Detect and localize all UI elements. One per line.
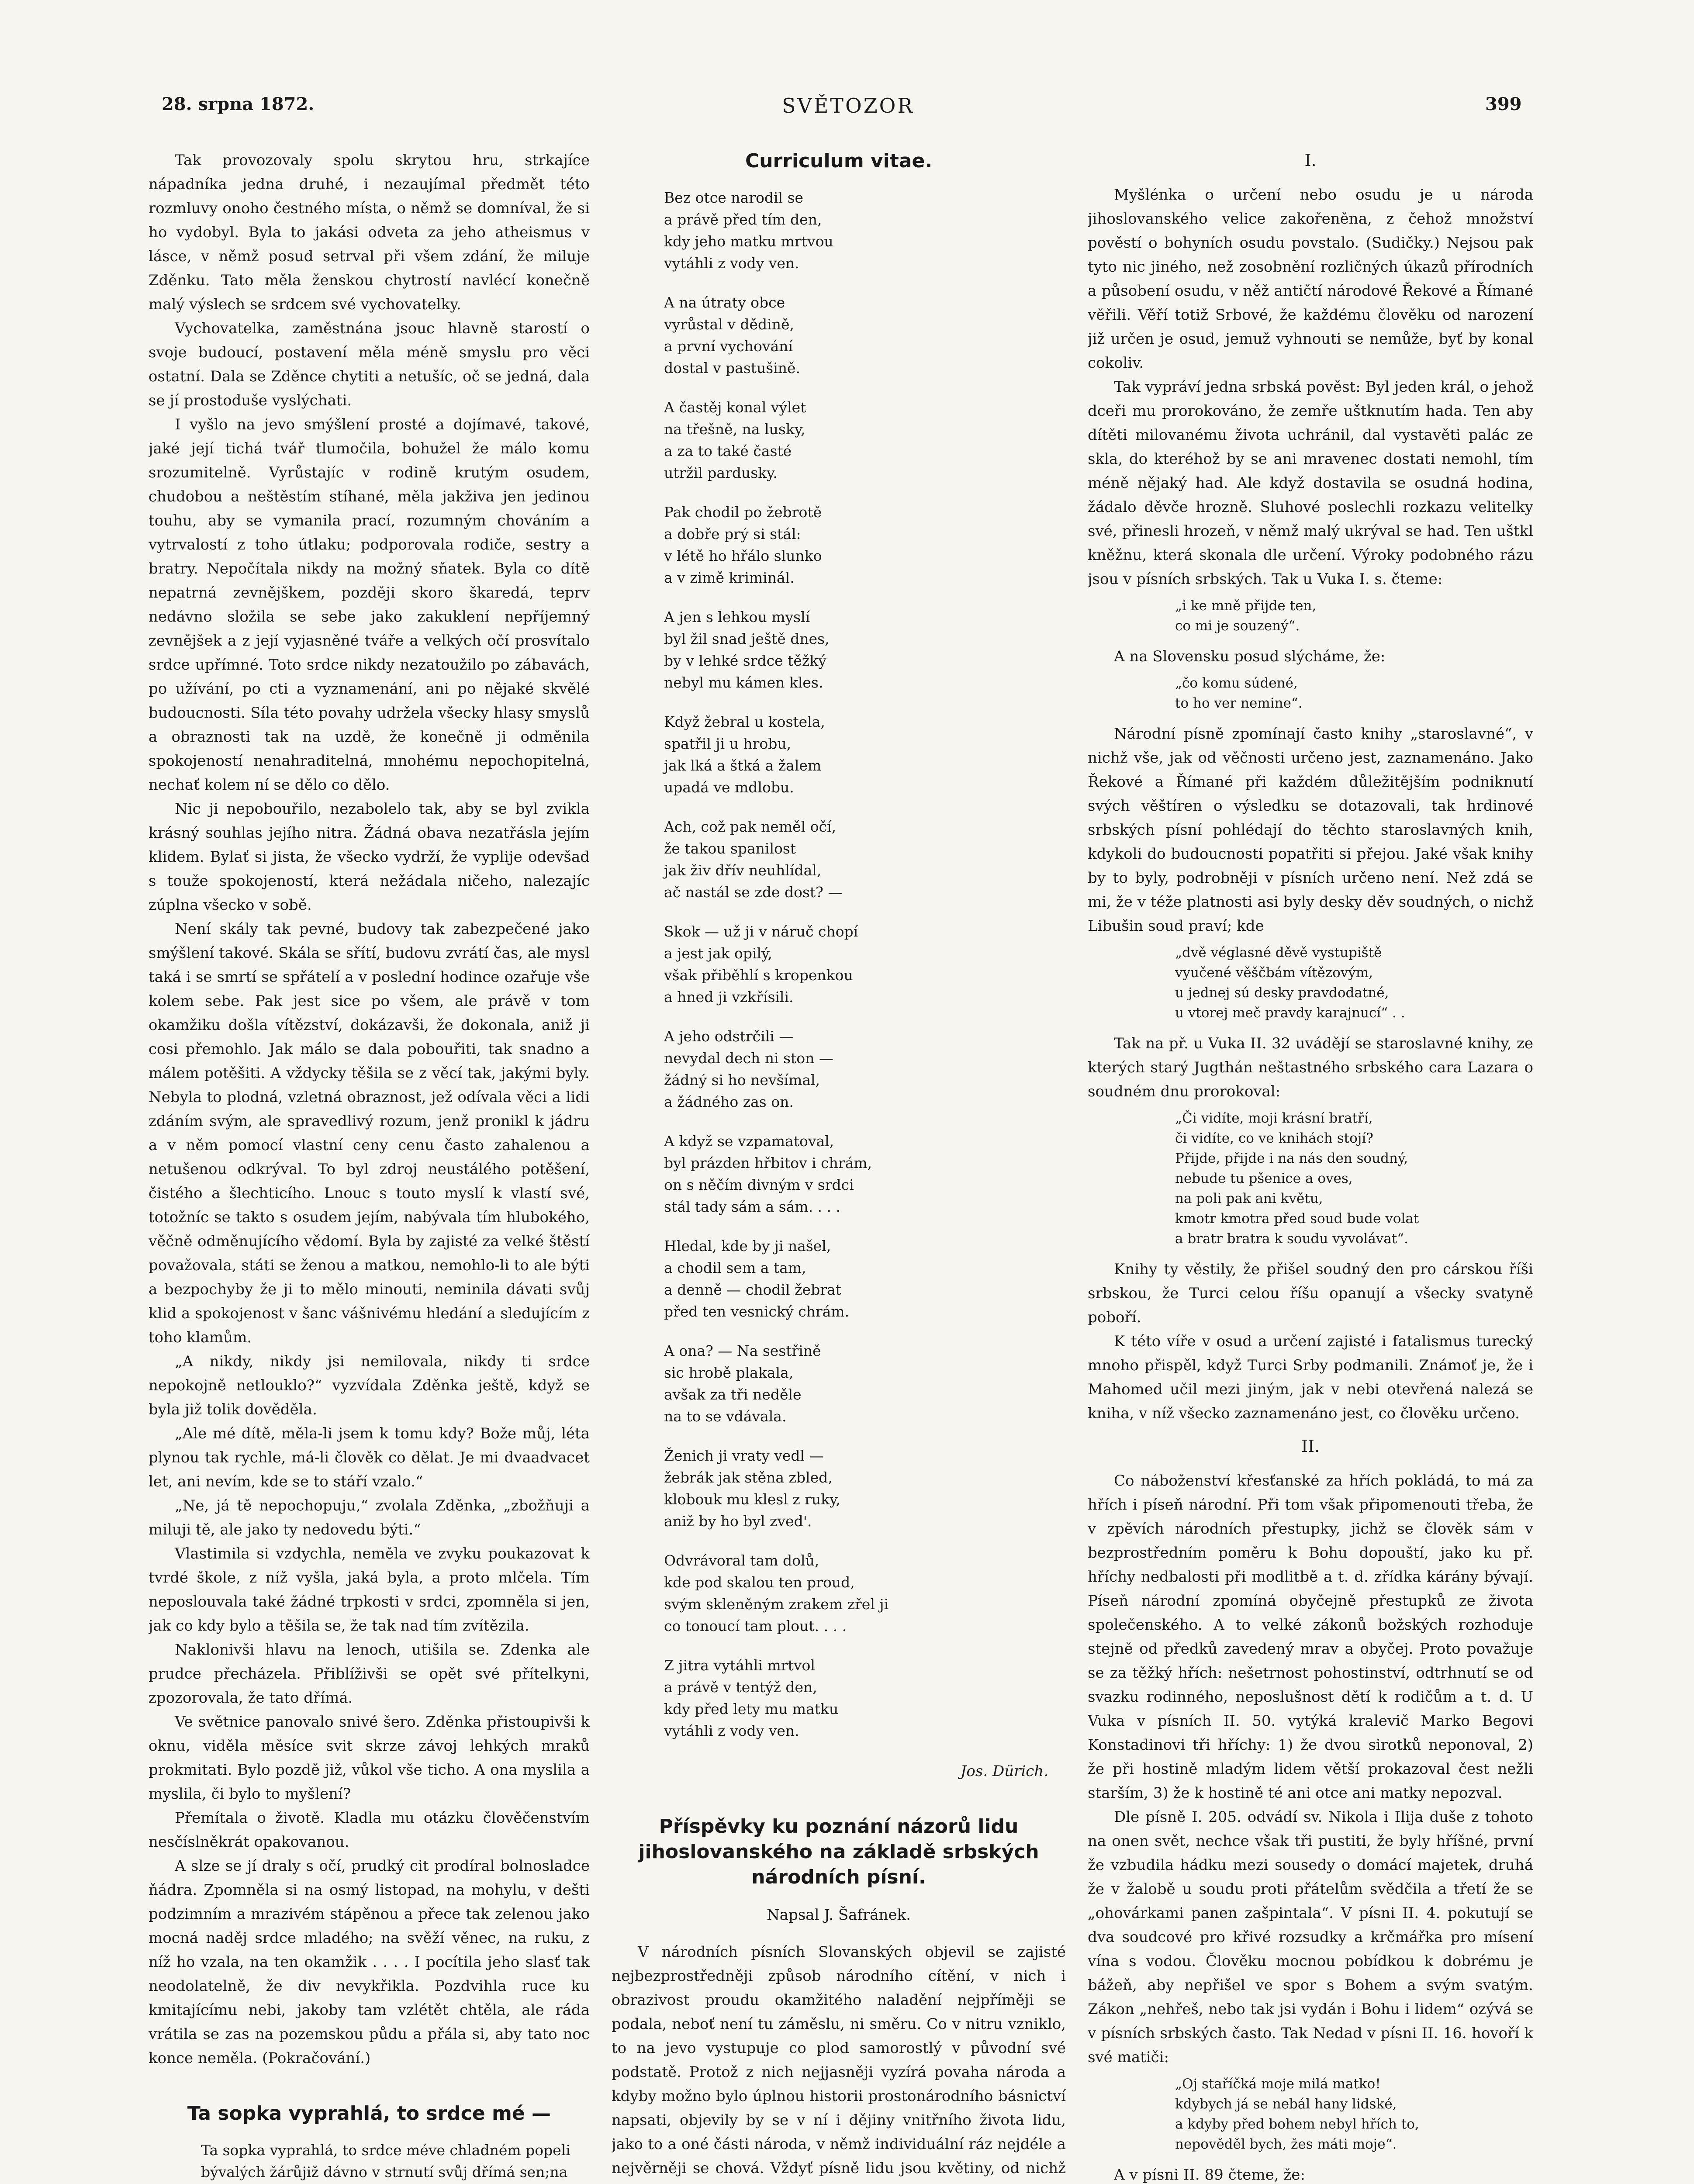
middle-column	[612, 149, 1066, 2184]
verse-line: A jeho odstrčili —	[664, 1028, 794, 1045]
verse-line: a bratr bratra k soudu vyvolávat“.	[1175, 1231, 1408, 1247]
stanza	[664, 816, 1066, 903]
issue-date: 28. srpna 1872.	[162, 94, 315, 114]
article-text: A na Slovensku posud slýcháme, že:	[1114, 648, 1386, 665]
verse-line: Ta sopka vyprahlá, to srdce mé	[201, 2142, 429, 2159]
verse-line: klobouk mu klesl z ruky,	[664, 1491, 840, 1508]
verse-line: u jednej sú desky pravdodatné,	[1175, 985, 1389, 1001]
paragraph: Dle písně I. 205. odvádí sv. Nikola i Ilija duše z tohoto na onen svět, nechce však tři pustiti, že byly hříšné, první že vzbudila hádku mezi sousedy o domácí majetek, druhá že v žalobě u soudu proti přátelům svědčila a třetí že se „ohovárkami panen zašpintala“. V písni II. 4. pokutují se dva soudcové pro křivé rozsudky a krčmářka pro mísení vína s vodou. Člověku mocnou pobídkou k dobrému je bážeň, aby nepřišel ve spor s Bohem a svým svatým. Zákon „nehřeš, nebo tak jsi vydán i Bohu i lidem“ ozývá se v písních srbských často. Tak Nedad v písni II. 16. hovoří k své matiči:	[1088, 1808, 1533, 2066]
article-text	[612, 1940, 1066, 2184]
verse-line: před ten vesnický chrám.	[664, 1303, 850, 1320]
verse-line: kde pod skalou ten proud,	[664, 1574, 855, 1591]
paragraph: Vlastimila si vzdychla, neměla ve zvyku poukazovat k tvrdé škole, z níž vyšla, jaká byla, a proto mlčela. Tím neposlouvala také žádné trpkosti v srdci, zpomněla si jen, jak co kdy bylo a těšila se, že tak nad tím zvítězila.	[149, 1545, 590, 1635]
verse-line: „dvě véglasné děvě vystupiště	[1175, 945, 1382, 961]
verse-line: A ona? — Na sestřině	[664, 1342, 821, 1359]
stanza	[664, 1655, 1066, 1742]
verse-line: kmotr kmotra před soud bude volat	[1175, 1211, 1419, 1227]
paragraph: I vyšlo na jevo smýšlení prosté a dojímavé, takové, jaké její tichá tvář tlumočila, bohužel že málo komu srozumitelně. Vyrůstajíc v rodině krutým osudem, chudobou a neštěstím stíhané, měla jakživa jen jedinou touhu, aby se vymanila prací, rozumným chováním a vytrvalostí z toho útlaku; podporovala rodiče, sestry a bratry. Nepočítala nikdy na možný sňatek. Byla co dítě nepatrná zevnějškem, později skoro škaredá, teprv nedávno složila se sebe jako zakuklení nepříjemný zevnějšek a z její vyjasněné tváře a velkých očí prosvítalo srdce upřímné. Toto srdce nikdy nezatoužilo po zábavách, po užívání, po cti a vyznamenání, ani po nějaké skvělé budoucnosti. Síla této povahy udržela všecky hlasy smyslů a obraznosti tak na uzdě, že konečně ji odměnila spokojeností nenahraditelná, mnohému nepochopitelná, nechať kolem ní se dělo co dělo.	[149, 416, 590, 794]
verse-line: a kdyby před bohem nebyl hřích to,	[1175, 2116, 1419, 2132]
verse-line: a dobře prý si stál:	[664, 525, 801, 543]
verse-line: dostal v pastušině.	[664, 359, 801, 377]
verse-line: Přijde, přijde i na nás den soudný,	[1175, 1151, 1408, 1166]
verse-quote	[1175, 596, 1533, 636]
verse-line: „Či vidíte, moji krásní bratří,	[1175, 1110, 1373, 1126]
stanza	[664, 1235, 1066, 1323]
verse-line: „i ke mně přijde ten,	[1175, 598, 1317, 614]
stanza	[664, 1550, 1066, 1637]
page-number: 399	[1485, 94, 1522, 114]
verse-line: a jest jak opilý,	[664, 945, 772, 962]
verse-line: Odvrávoral tam dolů,	[664, 1552, 819, 1569]
verse-line: Bez otce narodil se	[664, 189, 804, 206]
verse-line: utržil pardusky.	[664, 464, 778, 481]
verse-line: to ho ver nemine“.	[1175, 695, 1303, 711]
verse-line: a denně — chodil žebrat	[664, 1281, 841, 1298]
verse-line: upadá ve mdlobu.	[664, 779, 794, 796]
verse-line: co mi je souzený“.	[1175, 618, 1300, 634]
verse-quote	[1175, 943, 1533, 1023]
section-heading: II.	[1301, 1437, 1320, 1456]
stanza	[664, 1130, 1066, 1218]
verse-line: a hned ji vzkřísili.	[664, 988, 794, 1006]
verse-line: „čo komu súdené,	[1175, 675, 1298, 691]
stanza	[664, 921, 1066, 1008]
paragraph: Tak na př. u Vuka II. 32 uvádějí se staroslavné knihy, ze kterých starý Jugthán neštastného srbského cara Lazara o soudném dnu prorokoval:	[1088, 1035, 1533, 1100]
stanza	[664, 711, 1066, 798]
verse-line: v létě ho hřálo slunko	[664, 547, 822, 564]
paragraph: K této víře v osud a určení zajisté i fatalismus turecký mnoho přispěl, když Turci Srby podmanili. Známoť je, že i Mahomed učil mezi jiným, jak v nebi otevřená nalezá se kniha, v níž všecko zaznamenáno jest, co člověku určeno.	[1088, 1333, 1533, 1422]
verse-line: on s něčím divným v srdci	[664, 1176, 854, 1193]
verse-line: Skok — už ji v náruč chopí	[664, 923, 858, 940]
paragraph: Tak provozovaly spolu skrytou hru, strkajíce nápadníka jedna druhé, i nezaujímal předmět této rozmluvy onoho čestného místa, o němž se domníval, že si ho vydobyl. Byla to jakási odveta za jeho atheismus v lásce, v němž posud setrval při všem zdání, že miluje Zděnku. Tato měla ženskou chytrostí navlécí konečně malý výslech se srdcem své vychovatelky.	[149, 152, 590, 313]
stanza	[664, 606, 1066, 694]
paragraph: A slze se jí draly s očí, prudký cit prodíral bolnosladce ňádra. Zpomněla si na osmý listopad, na mohylu, v dešti podzimním a mrazivém stápěnou a přece tak zelenou jako mocná naděj srdce mladého; na svěží věnec, na ruku, z níž ho vzala, na ten okamžik . . . . I pocítila jeho slasť tak neodolatelně, že div nevykřikla. Pozdvihla ruce ku kmitajícímu nebi, jakoby tam vzlétět chtěla, ale ráda vrátila se zas na pozemskou půdu a přála si, aby tato noc konce neměla. (Pokračování.)	[149, 1857, 590, 2067]
paragraph: „Ale mé dítě, měla-li jsem k tomu kdy? Bože můj, léta plynou tak rychle, má-li člověk co dělat. Je mi dvaadvacet let, ani nevím, kde se to stáří vzalo.“	[149, 1425, 590, 1490]
verse-line: ve chladném popeli bývalých žárů	[201, 2142, 570, 2181]
paragraph: Národní písně zpomínají často knihy „staroslavné“, v nichž vše, jak od věčnosti určeno jest, zaznamenáno. Jako Řekové a Římané při každém důležitějším podniknutí svých věštíren o výsledku se dotazovali, tak hrdinové srbských písní pohlédají do těchto staroslavných knih, kdykoli do budoucnosti popatřiti si přejou. Jaké však knihy by to byly, podrobněji v písních určeno není. Než zdá se mi, že v téže platnosti asi byly desky děv soudných, o nichž Libušin soud praví; kde	[1088, 725, 1533, 935]
article-text: A v písni II. 89 čteme, že:	[1114, 2166, 1305, 2184]
verse-line: či vidíte, co ve knihách stojí?	[1175, 1130, 1373, 1146]
left-column	[149, 149, 590, 2184]
stanza	[664, 1340, 1066, 1427]
verse-line: „Oj staříčká moje milá matko!	[1175, 2076, 1381, 2092]
stanza	[664, 501, 1066, 589]
verse-line: žádný si ho nevšímal,	[664, 1071, 820, 1089]
verse-line: vyrůstal v dědině,	[664, 316, 794, 333]
verse-line: a chodil sem a tam,	[664, 1259, 806, 1276]
article-text	[1088, 722, 1533, 938]
verse-line: na poli pak ani květu,	[1175, 1191, 1323, 1206]
verse-line: žebrák jak stěna zbled,	[664, 1469, 833, 1486]
verse-line: již dávno v strnutí svůj dřímá sen;	[302, 2163, 550, 2181]
verse-line: avšak za tři neděle	[664, 1386, 802, 1403]
masthead-title: SVĚTOZOR	[782, 94, 915, 117]
verse-line: byl prázden hřbitov i chrám,	[664, 1154, 872, 1171]
verse-line: aniž by ho byl zved'.	[664, 1513, 812, 1530]
story-text	[149, 149, 590, 2070]
verse-line: byl žil snad ještě dnes,	[664, 630, 830, 647]
verse-line: Ach, což pak neměl očí,	[664, 818, 837, 835]
verse-line: a první vychování	[664, 338, 793, 355]
verse-line: co tonoucí tam plout. . . .	[664, 1617, 847, 1635]
verse-line: kdy před lety mu matku	[664, 1700, 839, 1717]
paragraph: Co náboženství křesťanské za hřích pokládá, to má za hřích i píseň národní. Při tom však připomenouti třeba, že v zpěvích národních přestupky, jichž se člověk sám v bezprostředním poměru k Bohu dopouští, jako ku př. hříchy nedbalosti při modlitbě a t. d. zřídka kárány bývají. Píseň národní zpomíná obyčejně přestupků ze života společenského. A to velké zákonů božských rozhoduje stejně od předků zavedený mrav a obyčej. Proto považuje se za těžký hřích: nešetrnost pohostinství, odtrhnutí se od svazku rodinného, neposlušnost dětí k rodičům a t. d. U Vuka v písních II. 50. vytýká kralevič Marko Begovi Konstadinovi tři hříchy: 1) že dvou sirotků neponoval, 2) že při hostině mladým lidem větší prokazoval čest nežli starším, 3) že k hostině té ani otce ani matky nepozval.	[1088, 1472, 1533, 1802]
right-column	[1088, 149, 1533, 2184]
paragraph: V národních písních Slovanských objevil se zajisté nejbezprostředněji způsob národního cítění, v nich i obrazivost proudu okamžitého naladění nejpříměji se podala, neboť není tu záměslu, ni směru. Co v nitru vzniklo, to na jevo vystupuje co plod samorostlý v původní své podstatě. Protož z nich nejjasněji vyzírá povaha národa a kdyby možno bylo úplnou historii prostonárodního básnictví napsati, objevily by se v ní i dějiny vnitřního života lidu, jako to a oné části národa, v němž individuální ráz nejdéle a nejvěrněji se chová. Vždyť písně lidu jsou květiny, od nichž	[612, 1943, 1066, 2177]
verse-line: Když žebral u kostela,	[664, 713, 825, 730]
verse-line: jak lká a štká a žalem	[664, 757, 822, 774]
verse-line: nebyl mu kámen kles.	[664, 674, 823, 691]
verse-line: u vtorej meč pravdy karajnucí“ . .	[1175, 1005, 1405, 1021]
article-text	[1088, 1032, 1533, 1104]
verse-line: vytáhli z vody ven.	[664, 255, 799, 272]
verse-line: stál tady sám a sám. . . .	[664, 1198, 840, 1215]
verse-quote	[1175, 673, 1533, 713]
verse-line: Pak chodil po žebrotě	[664, 504, 822, 521]
verse-line: a žádného zas on.	[664, 1093, 794, 1110]
poem-curriculum-vitae	[664, 187, 1066, 1742]
paragraph: Naklonivši hlavu na lenoch, utišila se. Zdenka ale prudce přecházela. Přiblíživši se opět své přítelkyni, zpozorovala, že tato dřímá.	[149, 1641, 590, 1707]
article-text	[1088, 1469, 1533, 2070]
section-heading: I.	[1304, 151, 1317, 170]
paragraph: Knihy ty věstily, že přišel soudný den pro cárskou říši srbskou, že Turci celou říšu opanují a všecky svatyně poboří.	[1088, 1261, 1533, 1326]
verse-line: by v lehké srdce těžký	[664, 652, 826, 669]
verse-line: svým skleněným zrakem zřel ji	[664, 1596, 889, 1613]
verse-quote	[1175, 2074, 1533, 2154]
paragraph: Přemítala o životě. Kladla mu otázku člověčenstvím nesčíslněkrát opakovanou.	[149, 1809, 590, 1851]
verse-line: na to se vdávala.	[664, 1408, 787, 1425]
verse-line: vyučené věščbám vítězovým,	[1175, 965, 1373, 981]
paragraph: Tak vypráví jedna srbská pověst: Byl jeden král, o jehož dceři mu prorokováno, že zemře uštknutím hada. Ten aby dítěti milovanému života uchránil, dal vystavěti palác ze skla, do kteréhož by se ani mravenec dostati nemohl, tím méně nějaký had. Ale když dostavila se osudná hodina, žádalo děvče hrozně. Sluhové poslechli rozkazu velitelky své, přinesli hrozeň, v němž malý ukrýval se had. Ten uštkl kněžnu, která skonala dle určení. Výroky podobného rázu jsou v písních srbských. Tak u Vuka I. s. čteme:	[1088, 378, 1533, 588]
paragraph: „Ne, já tě nepochopuju,“ zvolala Zděnka, „zbožňuji a miluji tě, ale jako ty nedovedu býti.“	[149, 1497, 590, 1538]
verse-line: A častěj konal výlet	[664, 399, 806, 416]
verse-line: kdybych já se nebál hany lidské,	[1175, 2096, 1397, 2112]
verse-line: a v zimě kriminál.	[664, 569, 795, 586]
verse-line: vytáhli z vody ven.	[664, 1722, 799, 1739]
verse-line: Ženich ji vraty vedl —	[664, 1447, 824, 1464]
paragraph: Nic ji nepobouřilo, nezabolelo tak, aby se byl zvikla krásný souhlas jejího nitra. Žádná obava nezatřásla jejím klidem. Bylať si jista, že všecko vydrží, že vyplije odevšad s touže spokojeností, která nežádala ničeho, nalezajíc zúplna všecko v sobě.	[149, 800, 590, 914]
verse-line: že takou spanilost	[664, 840, 796, 857]
verse-line: na třešně, na lusky,	[664, 421, 806, 438]
verse-line: a právě v tentýž den,	[664, 1679, 817, 1696]
paragraph: Není skály tak pevné, budovy tak zabezpečené jako smýšlení takové. Skála se sřítí, budovu zvrátí čas, ale mysl taká i se smrtí se spřátelí a v poslední hodince ozařuje vše kolem sebe. Pak jest sice po všem, ale právě v tom okamžiku došla vítězství, dokázavši, že dokonala, aniž ji cosi přemohlo. Jak málo se dala pobouřiti, tak snadno a málem potěšiti. A vždycky těšila se z věcí tak, jakými byly. Nebyla to plodná, vzletná obraznost, jež odívala věci a lidi zdáním svým, ale spravedlivý rozum, jenž pronikl k jádru a v něm pomocí vlastní ceny cenu často zahalenou a netušenou odkrýval. To byl zdroj neustálého potěšení, čistého a šlechticího. Lnouc s touto myslí k vlastí své, totožníc se takto s osudem jejím, nabývala tím hlubokého, věčně odměnujícího vědomí. Byla by zajisté za velké štěstí považovala, státi se ženou a matkou, nemohlo-li to ale býti a bezpochyby že ji to mělo minouti, neminila dávati svůj klid a spokojenost v šanc vášnivému hledání a sledujícím z toho klamům.	[149, 920, 590, 1346]
verse-line: Hledal, kde by ji našel,	[664, 1237, 831, 1254]
verse-line: ač nastál se zde dost? —	[664, 884, 843, 901]
stanza	[664, 1026, 1066, 1113]
verse-line: a za to také časté	[664, 442, 792, 460]
paragraph: Ve světnice panovalo snivé šero. Zděnka přistoupivši k oknu, viděla měsíce svit skrze závoj lehkých mraků prokmitati. Bylo pozdě již, vůkol vše ticho. A ona myslila a myslila, či bylo to myšlení?	[149, 1713, 590, 1803]
stanza	[664, 187, 1066, 274]
article-byline: Napsal J. Šafránek.	[767, 1906, 911, 1924]
poem-title-curriculum: Curriculum vitae.	[745, 150, 933, 172]
verse-line: nepověděl bych, žes máti moje“.	[1175, 2136, 1397, 2152]
verse-line: spatřil ji u hrobu,	[664, 735, 792, 752]
verse-line: jak živ dřív neuhlídal,	[664, 862, 822, 879]
verse-line: nevydal dech ni ston —	[664, 1050, 833, 1067]
stanza	[664, 397, 1066, 484]
verse-line: Z jitra vytáhli mrtvol	[664, 1657, 815, 1674]
verse-line: na	[550, 2163, 568, 2181]
verse-quote	[1175, 1108, 1533, 1249]
poem-signature: Jos. Dürich.	[960, 1762, 1048, 1780]
verse-line: sic hrobě plakala,	[664, 1364, 794, 1381]
verse-line: A jen s lehkou myslí	[664, 608, 810, 625]
verse-line: však přiběhlí s kropenkou	[664, 967, 853, 984]
stanza	[664, 292, 1066, 379]
poem-title-sopka: Ta sopka vyprahlá, to srdce mé —	[187, 2102, 551, 2125]
verse-line: kdy jeho matku mrtvou	[664, 233, 833, 250]
verse-line: A na útraty obce	[664, 294, 785, 311]
verse-line: nebude tu pšenice a oves,	[1175, 1171, 1353, 1186]
article-text	[1088, 183, 1533, 591]
poem-sopka	[201, 2139, 590, 2184]
article-text	[1088, 1258, 1533, 1426]
paragraph: „A nikdy, nikdy jsi nemilovala, nikdy ti srdce nepokojně netlouklo?“ vyzvídala Zděnka ještě, když se byla již tolik dověděla.	[149, 1353, 590, 1418]
paragraph: Vychovatelka, zaměstnána jsouc hlavně starostí o svoje budoucí, postavení měla méně smyslu pro věci ostatní. Dala se Zděnce chytiti a netušíc, oč se jedná, dala se jí prostoduše vyslýchati.	[149, 320, 590, 409]
verse-line: a právě před tím den,	[664, 211, 822, 228]
verse-line: A když se vzpamatoval,	[664, 1133, 834, 1150]
stanza	[664, 1445, 1066, 1532]
paragraph: Myšlénka o určení nebo osudu je u národa jihoslovanského velice zakořeněna, z čehož množství pověstí o bohyních osudu povstalo. (Sudičky.) Nejsou pak tyto nic jiného, než zosobnění rozličných úkazů přírodních a působení osudu, v něž antičtí národové Řekové a Římané věřili. Věří totiž Srbové, že každému člověku od narození již určen je osud, jemuž vyhnouti se nemůže, byť by konal cokoliv.	[1088, 186, 1533, 372]
article-title: Příspěvky ku poznání názorů lidu jihoslovanského na základě srbských národních písní.	[638, 1815, 1039, 1888]
